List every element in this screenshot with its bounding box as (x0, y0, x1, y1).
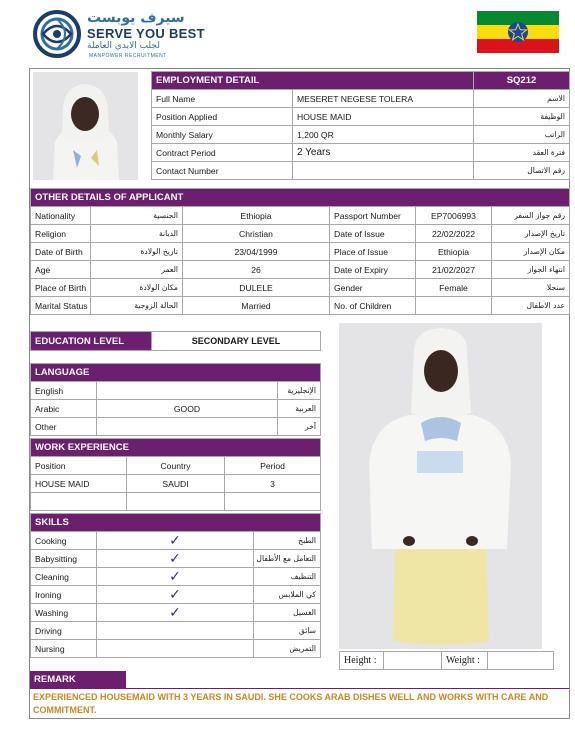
reference-code: SQ212 (474, 72, 570, 90)
skills-heading: SKILLS (31, 514, 321, 532)
language-level-value (97, 418, 278, 436)
language-label: English (31, 382, 97, 400)
column-header: Country (127, 457, 225, 475)
column-header: Position (31, 457, 127, 475)
field-label-arabic: الحالة الزوجية (91, 297, 183, 315)
language-label: Other (31, 418, 97, 436)
skill-label: Cleaning (31, 568, 97, 586)
skill-label-arabic: التعامل مع الأطفال (254, 550, 321, 568)
education-table (30, 331, 321, 351)
skill-checkmark-icon: ✓ (97, 586, 254, 604)
place-of-birth-value: DULELE (183, 279, 330, 297)
skill-label-arabic: التنظيف (254, 568, 321, 586)
field-label-arabic: تاريخ الإصدار (492, 225, 570, 243)
height-label: Height : (340, 652, 384, 670)
brand-arabic: سيرف يوبست (87, 10, 185, 26)
applicant-full-body-photo (339, 323, 542, 649)
weight-label: Weight : (442, 652, 488, 670)
skill-checkmark-icon: ✓ (97, 550, 254, 568)
skill-label-arabic: الغسيل (254, 604, 321, 622)
weight-value (488, 652, 554, 670)
language-label-arabic: العربية (278, 400, 321, 418)
field-label-arabic: الاسم (474, 90, 570, 108)
work-position-cell (31, 493, 127, 511)
brand-arabic-sub: لجلب الايدي العاملة (87, 41, 160, 51)
field-label-arabic: مكان الإصدار (492, 243, 570, 261)
language-heading: LANGUAGE (31, 364, 321, 382)
field-label: Contract Period (152, 144, 293, 162)
skill-checkmark-icon: ✓ (97, 568, 254, 586)
field-label: Contact Number (152, 162, 293, 180)
field-label-arabic: رقم الاتصال (474, 162, 570, 180)
employment-detail-table (151, 71, 570, 180)
field-label: Place of Issue (330, 243, 416, 261)
contact-number-value (293, 162, 474, 180)
language-level-value: GOOD (97, 400, 278, 418)
field-label: No. of Children (330, 297, 416, 315)
field-label: Date of Issue (330, 225, 416, 243)
skill-label-arabic: الطبخ (254, 532, 321, 550)
work-experience-table (30, 438, 321, 511)
measurements-table (339, 651, 554, 670)
brand-tagline: MANPOWER RECRUITMENT (89, 53, 167, 59)
nationality-value: Ethiopia (183, 207, 330, 225)
field-label: Place of Birth (31, 279, 91, 297)
language-label-arabic: آخر (278, 418, 321, 436)
logo-emblem-icon (33, 10, 85, 58)
skill-label: Ironing (31, 586, 97, 604)
field-label-arabic: رقم جواز السفر (492, 207, 570, 225)
skill-checkmark-icon (97, 622, 254, 640)
field-label-arabic: عدد الاطفال (492, 297, 570, 315)
field-label: Monthly Salary (152, 126, 293, 144)
skill-checkmark-icon: ✓ (97, 532, 254, 550)
remark-heading: REMARK (30, 671, 126, 688)
skill-checkmark-icon: ✓ (97, 604, 254, 622)
field-label-arabic: الوظيفة (474, 108, 570, 126)
field-label: Passport Number (330, 207, 416, 225)
field-label: Position Applied (152, 108, 293, 126)
field-label-arabic: انتهاء الجواز (492, 261, 570, 279)
employment-detail-heading: EMPLOYMENT DETAIL (152, 72, 474, 90)
skill-label: Driving (31, 622, 97, 640)
ethiopia-flag-icon (477, 11, 559, 53)
language-label: Arabic (31, 400, 97, 418)
field-label: Nationality (31, 207, 91, 225)
work-position-cell: HOUSE MAID (31, 475, 127, 493)
field-label: Religion (31, 225, 91, 243)
work-country-cell (127, 493, 225, 511)
field-label-arabic: الديانة (91, 225, 183, 243)
field-label-arabic: الجنسية (91, 207, 183, 225)
work-experience-heading: WORK EXPERIENCE (31, 439, 321, 457)
education-level-value: SECONDARY LEVEL (152, 332, 321, 351)
field-label-arabic: مكان الولادة (91, 279, 183, 297)
field-label: Date of Expiry (330, 261, 416, 279)
applicant-portrait-photo (33, 72, 138, 180)
date-of-birth-value: 23/04/1999 (183, 243, 330, 261)
children-count-value (416, 297, 492, 315)
other-details-heading: OTHER DETAILS OF APPLICANT (31, 189, 570, 207)
religion-value: Christian (183, 225, 330, 243)
language-table (30, 363, 321, 436)
skill-label: Babysitting (31, 550, 97, 568)
field-label-arabic: فترة العقد (474, 144, 570, 162)
full-name-value: MESERET NEGESE TOLERA (293, 90, 474, 108)
field-label-arabic: تاريخ الولادة (91, 243, 183, 261)
language-label-arabic: الإنجليزية (278, 382, 321, 400)
field-label: Marital Status (31, 297, 91, 315)
date-of-issue-value: 22/02/2022 (416, 225, 492, 243)
skill-label-arabic: التمريض (254, 640, 321, 658)
field-label: Date of Birth (31, 243, 91, 261)
skill-label: Nursing (31, 640, 97, 658)
position-value: HOUSE MAID (293, 108, 474, 126)
other-details-table (30, 188, 570, 315)
remark-text: EXPERIENCED HOUSEMAID WITH 3 YEARS IN SAUDI. SHE COOKS ARAB DISHES WELL AND WORKS WITH CARE AND COMMITMENT. (33, 692, 549, 715)
place-of-issue-value: Ethiopia (416, 243, 492, 261)
skill-checkmark-icon (97, 640, 254, 658)
work-period-cell: 3 (225, 475, 321, 493)
salary-value: 1,200 QR (293, 126, 474, 144)
marital-status-value: Married (183, 297, 330, 315)
contract-period-value: 2 Years (293, 144, 474, 162)
field-label: Full Name (152, 90, 293, 108)
height-value (384, 652, 442, 670)
field-label: Age (31, 261, 91, 279)
field-label-arabic: العمر (91, 261, 183, 279)
date-of-expiry-value: 21/02/2027 (416, 261, 492, 279)
skill-label-arabic: سائق (254, 622, 321, 640)
brand-english: SERVE YOU BEST (87, 26, 205, 41)
skills-table (30, 513, 321, 658)
language-level-value (97, 382, 278, 400)
skill-label: Cooking (31, 532, 97, 550)
company-logo (33, 10, 233, 62)
age-value: 26 (183, 261, 330, 279)
skill-label: Washing (31, 604, 97, 622)
field-label-arabic: سنجلا (492, 279, 570, 297)
field-label-arabic: الراتب (474, 126, 570, 144)
remark-divider (30, 688, 569, 689)
column-header: Period (225, 457, 321, 475)
field-label: Gender (330, 279, 416, 297)
work-country-cell: SAUDI (127, 475, 225, 493)
passport-number-value: EP7006993 (416, 207, 492, 225)
education-level-label: EDUCATION LEVEL (31, 332, 152, 351)
gender-value: Female (416, 279, 492, 297)
skill-label-arabic: كي الملابس (254, 586, 321, 604)
work-period-cell (225, 493, 321, 511)
